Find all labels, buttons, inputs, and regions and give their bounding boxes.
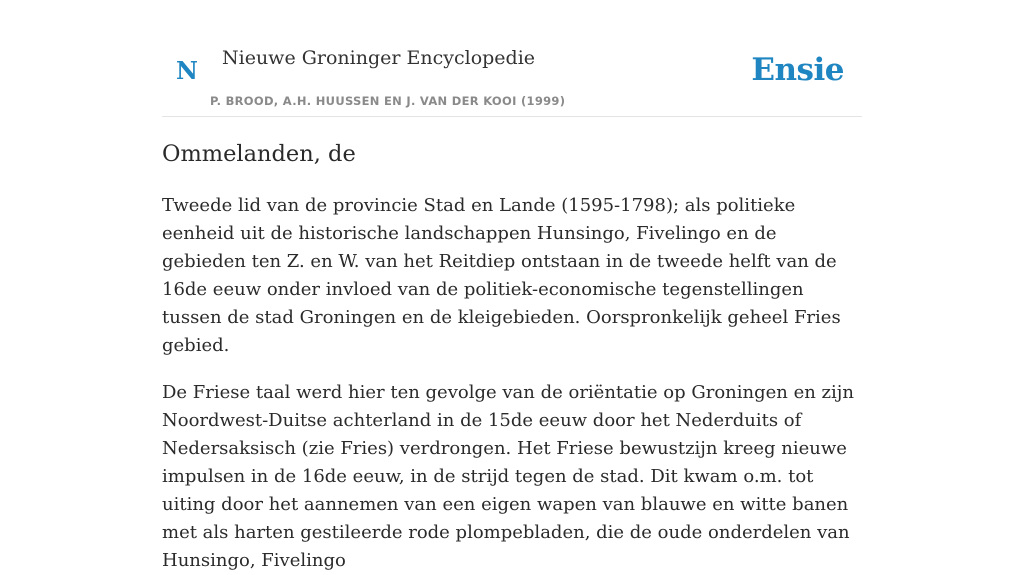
book-authors: P. BROOD, A.H. HUUSSEN EN J. VAN DER KOOI (1999): [210, 94, 566, 108]
book-logo-icon[interactable]: N: [176, 56, 198, 85]
article: [162, 138, 862, 575]
article-title: Ommelanden, de: [162, 141, 356, 167]
site-header: [162, 0, 862, 117]
brand-logo-link[interactable]: Ensie: [751, 52, 844, 88]
article-paragraph-1: Tweede lid van de provincie Stad en Lande (1595-1798); als politieke eenheid uit de historische landschappen Hunsingo, Fivelingo en de gebieden ten Z. en W. van het Reitdiep ontstaan in de tweede helft van de 16de eeuw onder invloed van de politiek-economische tegenstellingen tussen de stad Groningen en de kleigebieden. Oorspronkelijk geheel Fries gebied.: [162, 195, 841, 356]
article-paragraph-2: De Friese taal werd hier ten gevolge van de oriëntatie op Groningen en zijn Noordwest-Duitse achterland in de 15de eeuw door het Nederduits of Nedersaksisch (zie Fries) verdrongen. Het Friese bewustzijn kreeg nieuwe impulsen in de 16de eeuw, in de strijd tegen de stad. Dit kwam o.m. tot uiting door het aannemen van een eigen wapen van blauwe en witte banen met als harten gestileerde rode plompebladen, die de oude onderdelen van Hunsingo, Fivelingo: [162, 382, 854, 571]
book-title-link[interactable]: Nieuwe Groninger Encyclopedie: [222, 47, 536, 69]
